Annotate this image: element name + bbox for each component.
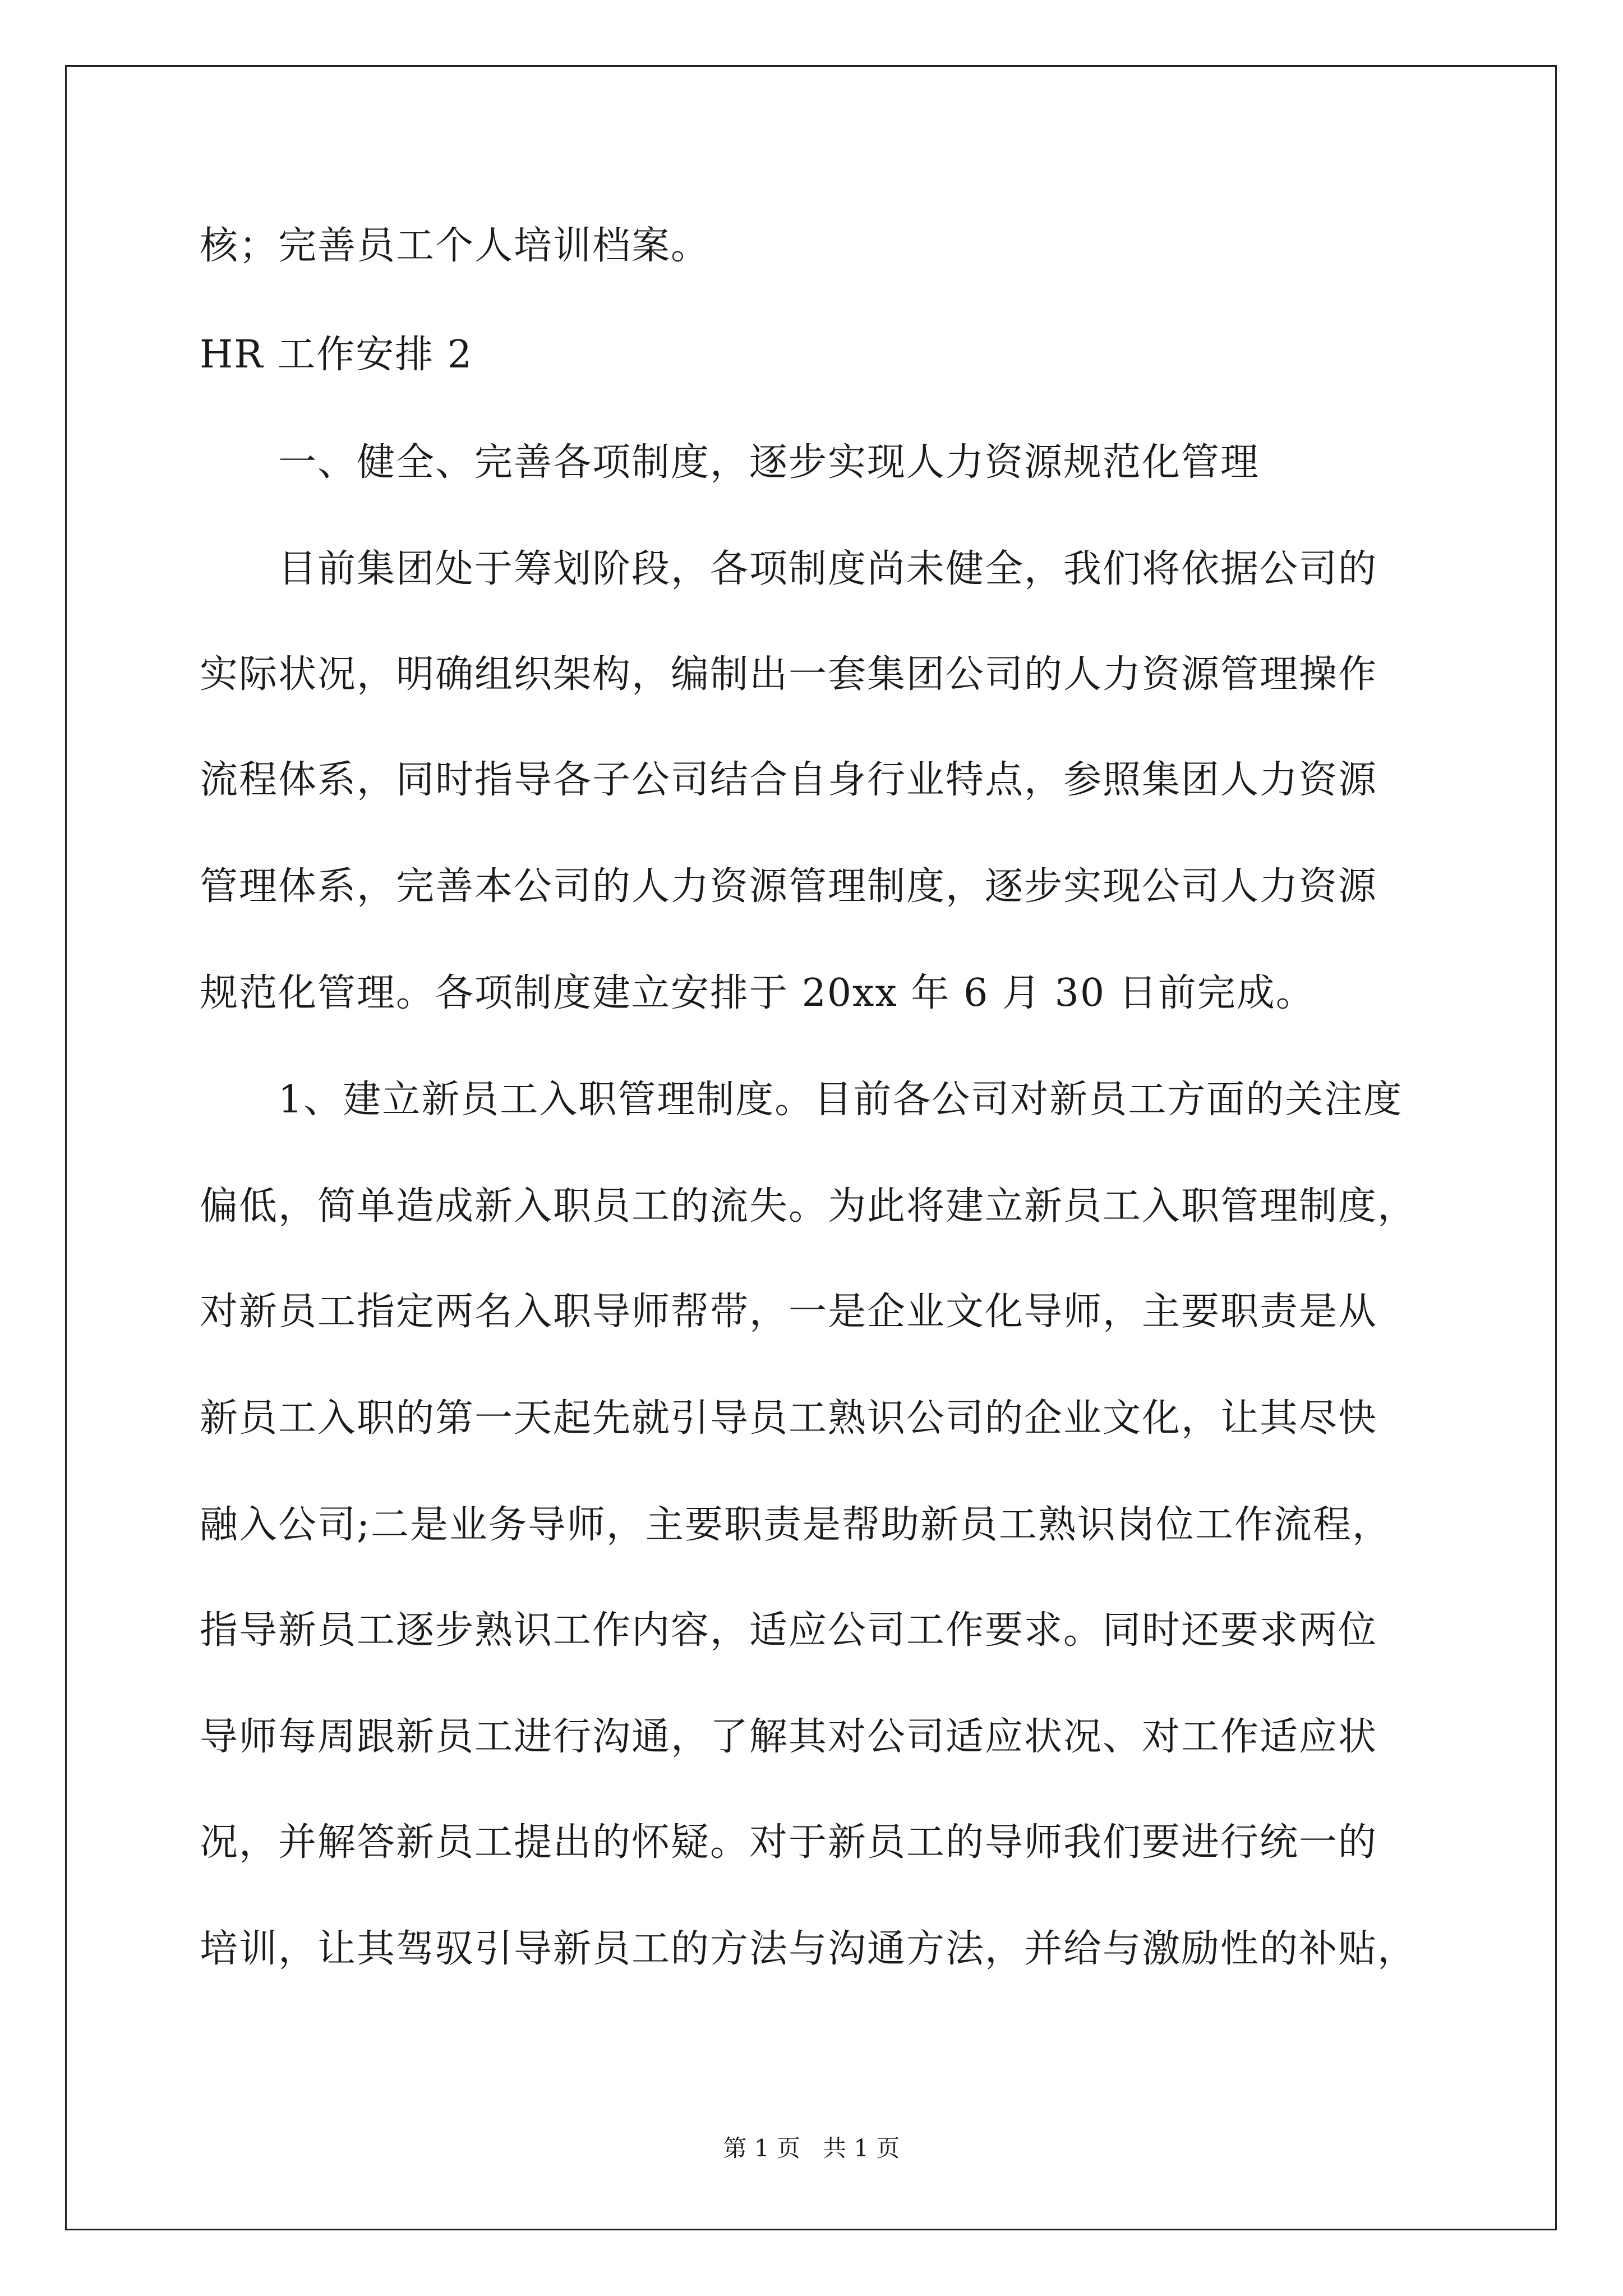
page-border [65,65,1557,2230]
body-line-9: 1、建立新员工入职管理制度。目前各公司对新员工方面的关注度 [278,1078,1403,1122]
body-line-7: 管理体系，完善本公司的人力资源管理制度，逐步实现公司人力资源 [200,864,1378,909]
body-line-14: 指导新员工逐步熟识工作内容，适应公司工作要求。同时还要求两位 [200,1608,1378,1653]
body-line-4: 目前集团处于筹划阶段，各项制度尚未健全，我们将依据公司的 [278,547,1378,591]
subsection-heading: 一、健全、完善各项制度，逐步实现人力资源规范化管理 [278,440,1260,485]
body-line-15: 导师每周跟新员工进行沟通，了解其对公司适应状况、对工作适应状 [200,1715,1378,1759]
body-line-13: 融入公司;二是业务导师，主要职责是帮助新员工熟识岗位工作流程， [200,1503,1391,1547]
body-line-11: 对新员工指定两名入职导师帮带，一是企业文化导师，主要职责是从 [200,1290,1378,1334]
page-number-total: 共 1 页 [823,2134,900,2162]
section-heading: HR 工作安排 2 [200,333,473,377]
body-line-10: 偏低，简单造成新入职员工的流失。为此将建立新员工入职管理制度， [200,1184,1417,1228]
page-number-current: 第 1 页 [723,2134,800,2162]
body-line-6: 流程体系，同时指导各子公司结合自身行业特点，参照集团人力资源 [200,758,1378,802]
body-line-12: 新员工入职的第一天起先就引导员工熟识公司的企业文化，让其尽快 [200,1396,1378,1441]
body-line-16: 况，并解答新员工提出的怀疑。对于新员工的导师我们要进行统一的 [200,1820,1378,1865]
body-line-5: 实际状况，明确组织架构，编制出一套集团公司的人力资源管理操作 [200,652,1378,697]
page-footer [0,2132,1623,2165]
body-line-8: 规范化管理。各项制度建立安排于 20xx 年 6 月 30 日前完成。 [200,971,1315,1015]
body-line-17: 培训，让其驾驭引导新员工的方法与沟通方法，并给与激励性的补贴， [200,1927,1417,1971]
body-line-1: 核；完善员工个人培训档案。 [200,224,711,268]
